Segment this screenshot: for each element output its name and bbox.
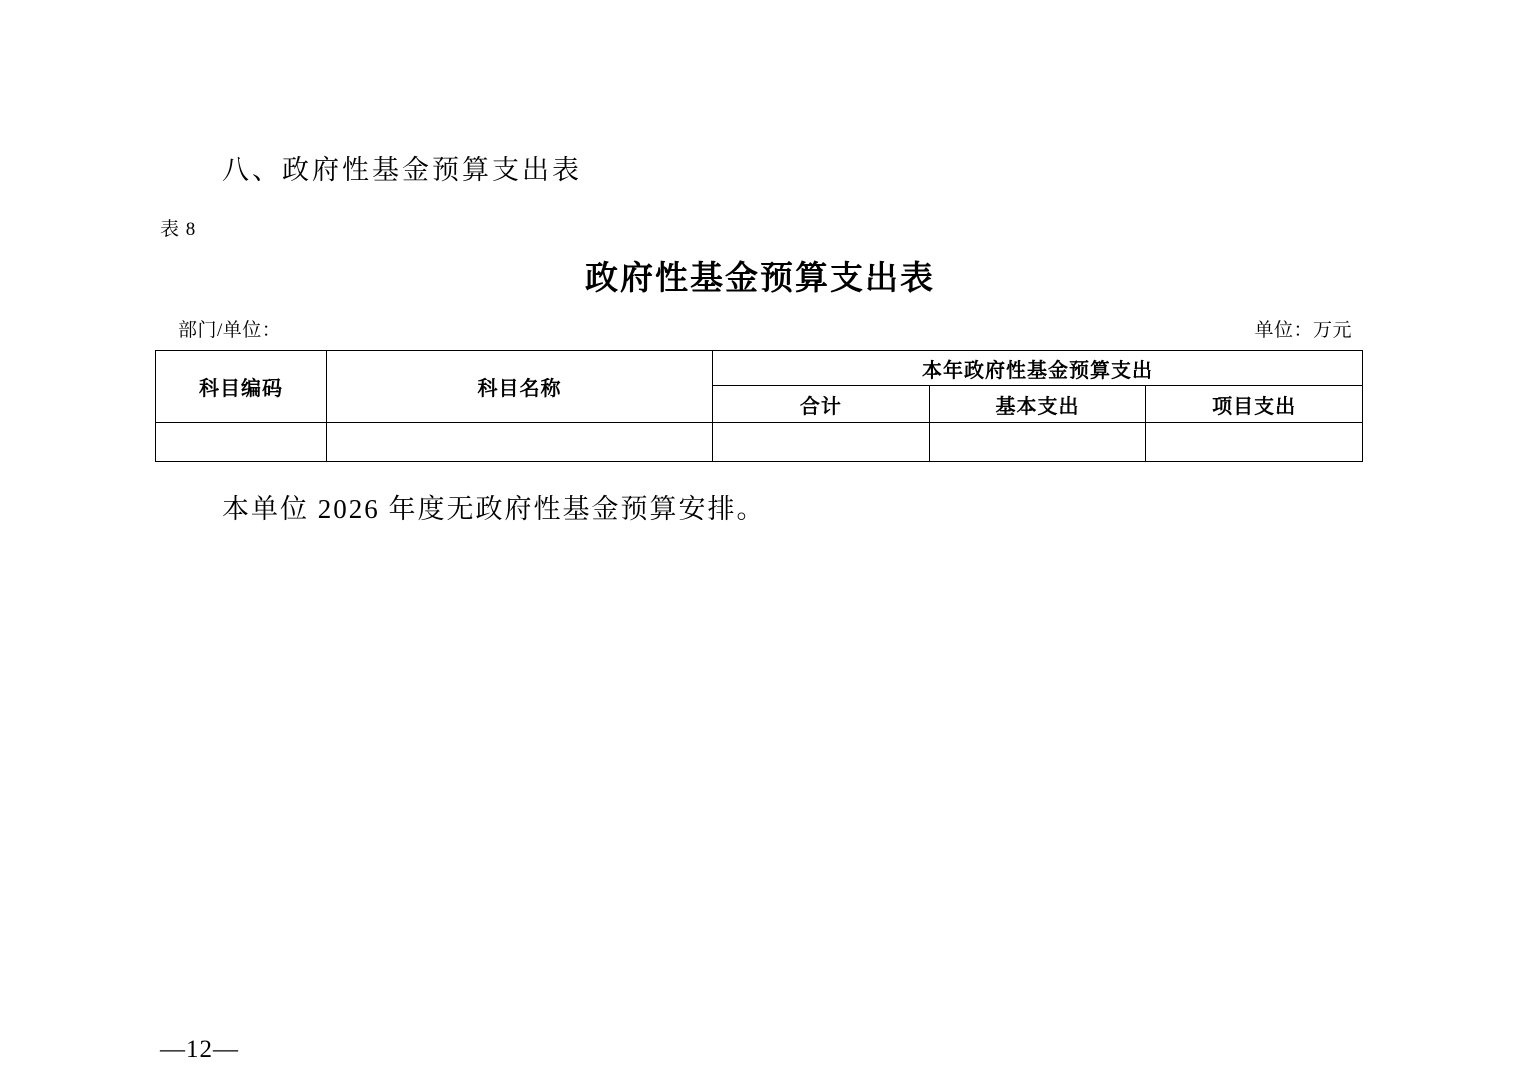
header-project-expenditure: 项目支出	[1146, 386, 1363, 423]
cell-basic-expenditure	[929, 423, 1146, 462]
table-row	[156, 423, 1363, 462]
header-total: 合计	[713, 386, 930, 423]
header-subject-name: 科目名称	[327, 351, 713, 423]
budget-note: 本单位 2026 年度无政府性基金预算安排。	[222, 494, 766, 524]
page-number: —12—	[160, 1036, 239, 1063]
cell-subject-name	[327, 423, 713, 462]
cell-total	[713, 423, 930, 462]
unit-of-measure-label: 单位：万元	[1254, 320, 1352, 341]
header-current-year-group: 本年政府性基金预算支出	[713, 351, 1363, 386]
header-subject-code: 科目编码	[156, 351, 327, 423]
budget-table	[155, 350, 1363, 462]
table-header-row-1	[156, 351, 1363, 386]
page-title: 政府性基金预算支出表	[585, 261, 935, 297]
cell-subject-code	[156, 423, 327, 462]
department-unit-label: 部门/单位：	[178, 320, 282, 341]
section-heading: 八、政府性基金预算支出表	[222, 155, 582, 185]
header-basic-expenditure: 基本支出	[929, 386, 1146, 423]
cell-project-expenditure	[1146, 423, 1363, 462]
table-label: 表 8	[160, 219, 197, 240]
